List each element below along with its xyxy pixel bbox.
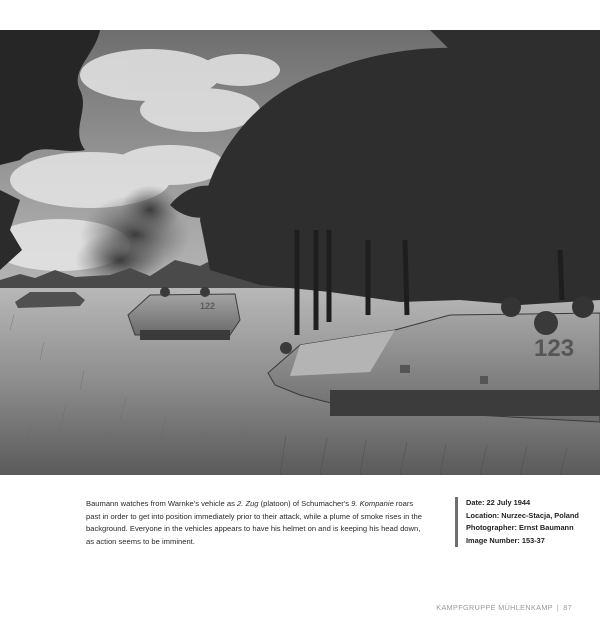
book-title: KAMPFGRUPPE MÜHLENKAMP xyxy=(436,603,553,612)
photo-caption: Baumann watches from Warnke's vehicle as 2. Zug (platoon) of Schumacher's 9. Kompanie roars past in order to get into position immediately prior to their attack, while a plume of smoke rises in the background. Everyone in the vehicles appears to have his helmet on and is keeping his head down, as action seems to be imminent. xyxy=(86,499,422,546)
photo-metadata xyxy=(455,497,579,547)
page-number: 87 xyxy=(563,603,572,612)
photo-photographer: Photographer: Ernst Baumann xyxy=(466,523,574,533)
photo-date: Date: 22 July 1944 xyxy=(466,498,531,507)
far-vehicle-number: 122 xyxy=(200,301,216,311)
photo-location: Location: Nurzec-Stacja, Poland xyxy=(466,510,579,520)
black-and-white-photograph xyxy=(0,30,600,475)
near-vehicle-number: 123 xyxy=(534,335,575,362)
page-footer xyxy=(436,603,572,612)
photo-image-number: Image Number: 153-37 xyxy=(466,535,545,545)
footer-separator: | xyxy=(556,603,560,612)
